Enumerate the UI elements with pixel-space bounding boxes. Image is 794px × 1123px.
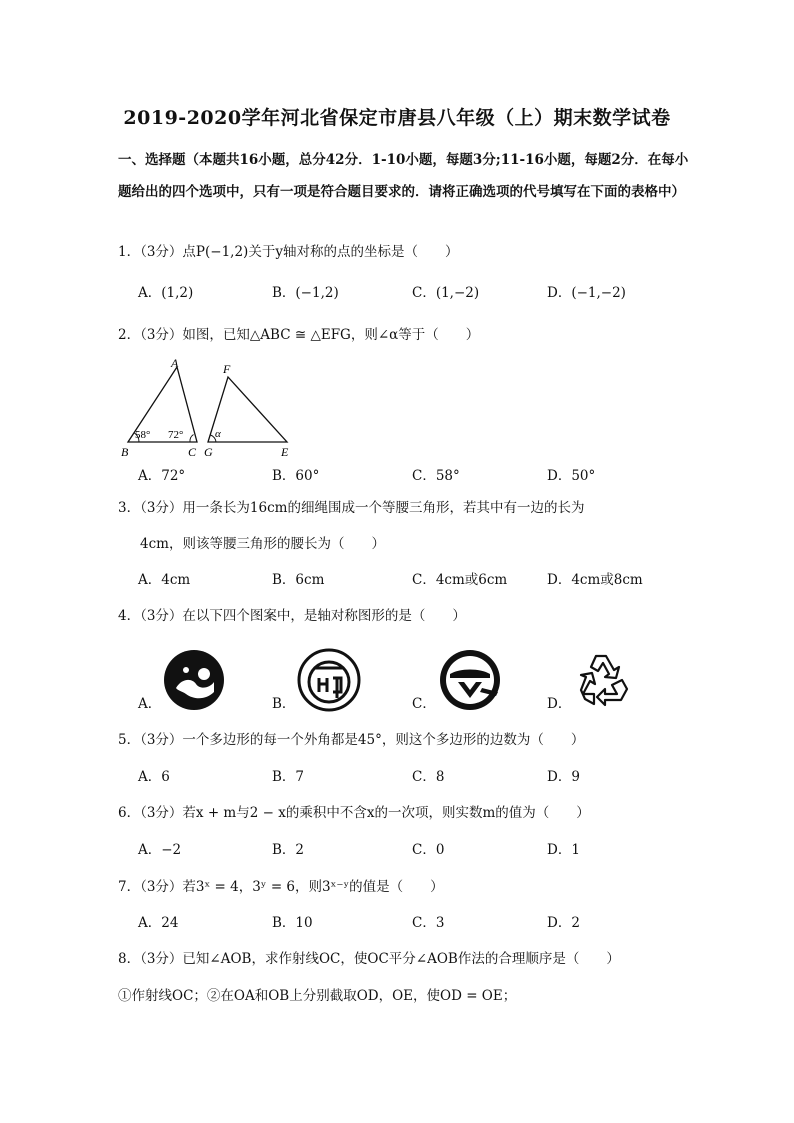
logo-c-icon (438, 648, 502, 712)
angle-c-label: 72° (168, 429, 184, 441)
logo-b-icon (297, 648, 361, 712)
q6-option-a: A．−2 (138, 842, 182, 858)
logo-a-icon (162, 648, 226, 712)
label-a: A (171, 356, 179, 370)
label-f: F (223, 362, 231, 376)
q6-option-b: B．2 (272, 842, 305, 858)
q5-option-c: C．8 (412, 769, 445, 785)
q2-triangle-figure (115, 352, 305, 462)
question-2: 2．（3分）如图，已知△ABC ≅ △EFG，则∠α等于（ ） (118, 327, 480, 343)
q3-option-d: D．4cm或8cm (547, 572, 643, 588)
q4-option-d: D． (547, 696, 572, 712)
q2-option-a: A．72° (138, 468, 186, 484)
q1-option-c: C．(1,−2) (412, 285, 480, 301)
label-c: C (188, 445, 197, 459)
q3-option-c: C．4cm或6cm (412, 572, 508, 588)
q4-option-b: B． (272, 696, 296, 712)
angle-b-label: 58° (135, 429, 151, 441)
question-8: 8．（3分）已知∠AOB，求作射线OC，使OC平分∠AOB作法的合理顺序是（ ） (118, 951, 620, 967)
label-g: G (204, 445, 213, 459)
alpha-label: α (215, 428, 221, 440)
question-4: 4．（3分）在以下四个图案中，是轴对称图形的是（ ） (118, 608, 466, 624)
q2-option-b: B．60° (272, 468, 320, 484)
q7-option-b: B．10 (272, 915, 313, 931)
q6-option-c: C．0 (412, 842, 445, 858)
q3-option-b: B．6cm (272, 572, 325, 588)
q6-option-d: D．1 (547, 842, 580, 858)
q2-option-d: D．50° (547, 468, 596, 484)
question-8-steps: ①作射线OC；②在OA和OB上分别截取OD，OE，使OD = OE； (118, 988, 517, 1004)
section-heading: 一、选择题（本题共16小题，总分42分．1-10小题，每题3分;11-16小题，每题2分．在每小题给出的四个选项中，只有一项是符合题目要求的．请将正确选项的代号填写在下面的表格中） (118, 152, 689, 200)
q7-option-d: D．2 (547, 915, 580, 931)
q2-option-c: C．58° (412, 468, 460, 484)
q7-option-c: C．3 (412, 915, 445, 931)
question-7: 7．（3分）若3ˣ = 4，3ʸ = 6，则3ˣ⁻ʸ的值是（ ） (118, 879, 444, 895)
q4-option-a: A． (138, 696, 162, 712)
q3-option-a: A．4cm (138, 572, 191, 588)
q7-option-a: A．24 (138, 915, 179, 931)
label-e: E (281, 445, 289, 459)
question-3-line-1: 3．（3分）用一条长为16cm的细绳围成一个等腰三角形，若其中有一边的长为 (118, 500, 585, 516)
recycle-icon (572, 648, 636, 712)
question-3-line-2: 4cm，则该等腰三角形的腰长为（ ） (140, 536, 385, 552)
q1-option-b: B．(−1,2) (272, 285, 339, 301)
q1-option-a: A．(1,2) (138, 285, 194, 301)
label-b: B (121, 445, 129, 459)
q5-option-a: A．6 (138, 769, 170, 785)
question-5: 5．（3分）一个多边形的每一个外角都是45°，则这个多边形的边数为（ ） (118, 732, 585, 748)
q1-option-d: D．(−1,−2) (547, 285, 626, 301)
question-6: 6．（3分）若x + m与2 − x的乘积中不含x的一次项，则实数m的值为（ ） (118, 805, 590, 821)
q5-option-d: D．9 (547, 769, 580, 785)
question-1: 1．（3分）点P(−1,2)关于y轴对称的点的坐标是（ ） (118, 244, 459, 260)
q4-option-c: C． (412, 696, 436, 712)
page-title: 2019-2020学年河北省保定市唐县八年级（上）期末数学试卷 (123, 107, 671, 129)
q5-option-b: B．7 (272, 769, 305, 785)
